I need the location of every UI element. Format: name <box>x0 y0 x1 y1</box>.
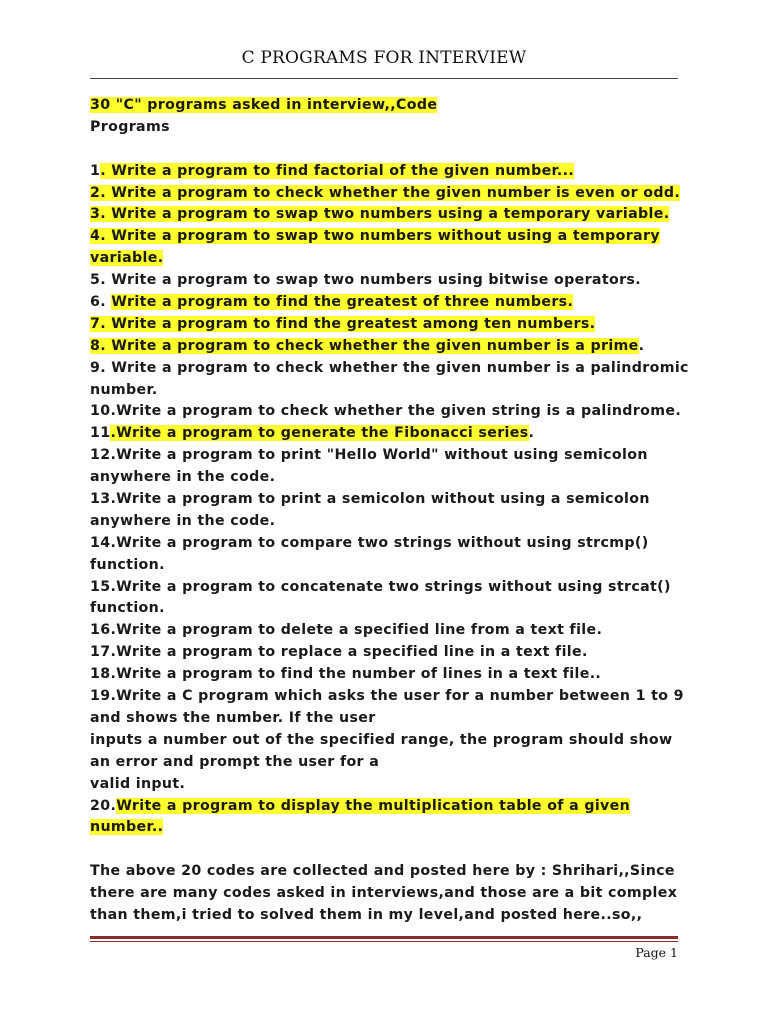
intro-line-1 <box>90 95 690 117</box>
item-text: . Write a program to swap two numbers using a temporary variable. <box>100 206 670 223</box>
list-item <box>90 445 690 467</box>
program-list <box>90 161 690 840</box>
list-item <box>90 511 690 533</box>
list-item <box>90 752 690 774</box>
list-item <box>90 314 690 336</box>
item-text: . Write a program to find factorial of the given number... <box>100 162 575 179</box>
list-item <box>90 292 690 314</box>
item-number: and shows the number. If the user <box>90 709 376 726</box>
list-item <box>90 226 690 248</box>
item-number: 17.Write a program to replace a specified line in a text file. <box>90 644 588 661</box>
list-item <box>90 620 690 642</box>
item-number: function. <box>90 556 165 573</box>
list-item <box>90 423 690 445</box>
list-item <box>90 686 690 708</box>
page-number: Page 1 <box>635 945 678 960</box>
document-body <box>90 95 690 927</box>
item-number: 5. Write a program to swap two numbers using bitwise operators. <box>90 272 641 289</box>
closing-line-1: The above 20 codes are collected and posted here by : Shrihari,,Since <box>90 863 675 880</box>
item-number: 2 <box>90 184 101 201</box>
list-item <box>90 270 690 292</box>
item-number: 16.Write a program to delete a specified line from a text file. <box>90 622 603 639</box>
list-item <box>90 533 690 555</box>
list-item <box>90 796 690 818</box>
list-item <box>90 817 690 839</box>
item-number: an error and prompt the user for a <box>90 753 380 770</box>
item-number: inputs a number out of the specified range, the program should show <box>90 731 673 748</box>
list-item <box>90 467 690 489</box>
list-item <box>90 401 690 423</box>
item-number: 7. <box>90 315 112 332</box>
list-item <box>90 358 690 380</box>
blank-line <box>90 839 690 861</box>
list-item <box>90 555 690 577</box>
item-number: 9. Write a program to check whether the given number is a palindromic <box>90 359 689 376</box>
item-text: . Write a program to swap two numbers without using a temporary <box>100 228 660 245</box>
item-text: .Write a program to generate the Fibonacci series <box>110 425 529 442</box>
item-number: 15.Write a program to concatenate two strings without using strcat() <box>90 578 671 595</box>
header-rule <box>90 78 678 79</box>
item-text: Write a program to find the greatest of three numbers. <box>111 294 574 311</box>
footer-rule-thin <box>90 941 678 942</box>
item-number: anywhere in the code. <box>90 512 276 529</box>
list-item <box>90 708 690 730</box>
item-number: 6. <box>90 294 112 311</box>
item-number: 11 <box>90 425 111 442</box>
list-item <box>90 664 690 686</box>
list-item <box>90 248 690 270</box>
item-number: 4 <box>90 228 101 245</box>
item-text: Write a program to check whether the given number is a prime <box>111 337 639 354</box>
list-item <box>90 577 690 599</box>
item-number: 10.Write a program to check whether the given string is a palindrome. <box>90 403 682 420</box>
closing-line-3: than them,i tried to solved them in my level,and posted here..so,, <box>90 906 643 923</box>
item-number: 3 <box>90 206 101 223</box>
list-item <box>90 161 690 183</box>
intro-title: 30 "C" programs asked in interview,,Code <box>90 97 438 113</box>
item-number: 8. <box>90 337 112 354</box>
item-tail: . <box>638 337 645 354</box>
item-number: 12.Write a program to print "Hello World" without using semicolon <box>90 447 648 464</box>
list-item <box>90 336 690 358</box>
item-number: 18.Write a program to find the number of lines in a text file.. <box>90 666 602 683</box>
item-number: 13.Write a program to print a semicolon without using a semicolon <box>90 491 650 508</box>
intro-line-2: Programs <box>90 118 170 135</box>
list-item <box>90 380 690 402</box>
item-text: Write a program to display the multiplication table of a given <box>116 797 631 814</box>
item-text: variable. <box>90 250 164 267</box>
item-text: number.. <box>90 819 164 836</box>
item-number: number. <box>90 381 158 398</box>
item-number: valid input. <box>90 775 186 792</box>
item-number: 19.Write a C program which asks the user for a number between 1 to 9 <box>90 688 684 705</box>
item-tail: . <box>528 425 535 442</box>
list-item <box>90 204 690 226</box>
item-text: . Write a program to check whether the given number is even or odd. <box>100 184 681 201</box>
list-item <box>90 774 690 796</box>
list-item <box>90 642 690 664</box>
item-number: anywhere in the code. <box>90 469 276 486</box>
item-number: 20. <box>90 797 117 814</box>
item-text: Write a program to find the greatest among ten numbers. <box>111 315 596 332</box>
item-number: 14.Write a program to compare two strings without using strcmp() <box>90 534 649 551</box>
closing-line-2: there are many codes asked in interviews,and those are a bit complex <box>90 885 678 902</box>
list-item <box>90 598 690 620</box>
list-item <box>90 489 690 511</box>
item-number: function. <box>90 600 165 617</box>
footer-rule-thick <box>90 936 678 939</box>
list-item <box>90 730 690 752</box>
page-header-title: C PROGRAMS FOR INTERVIEW <box>241 48 527 68</box>
blank-line <box>90 139 690 161</box>
item-number: 1 <box>90 162 101 179</box>
list-item <box>90 183 690 205</box>
